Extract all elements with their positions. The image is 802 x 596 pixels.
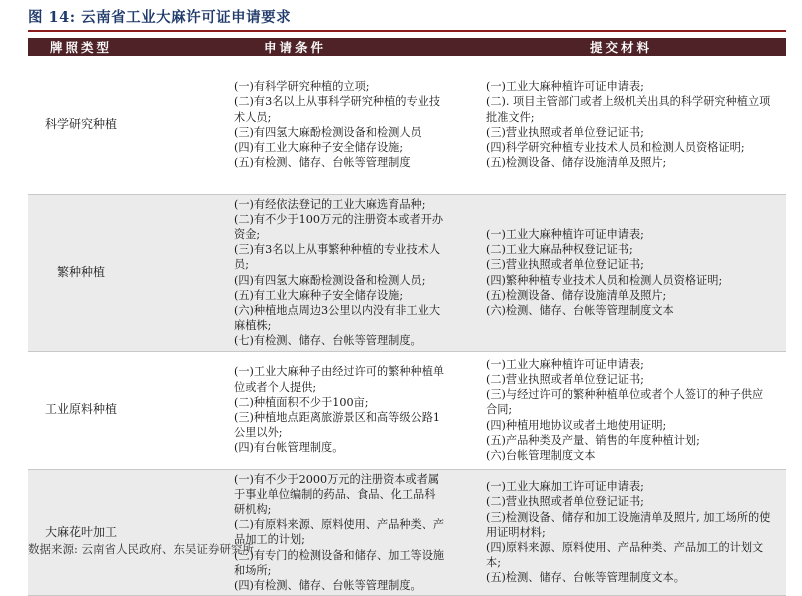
material-item: (四)繁种种植专业技术人员和检测人员资格证明; [486,273,723,287]
table-header-row [28,38,786,56]
table-row [28,56,786,194]
condition-item: (四)有工业大麻种子安全储存设施; [234,140,404,154]
header-license-type: 牌照类型 [28,38,134,56]
material-item: (二)工业大麻品种权登记证书; [486,243,633,257]
material-item: (一)工业大麻种植许可证申请表; [486,80,644,94]
material-item: (五)产品种类及产量、销售的年度种植计划; [486,433,700,447]
condition-item: (三)有四氢大麻酚检测设备和检测人员 [234,125,422,139]
conditions-cell [134,56,456,194]
material-item: (四)科学研究种植专业技术人员和检测人员资格证明; [486,140,745,154]
table-row [28,351,786,469]
material-item: (五)检测设备、储存设施清单及照片; [486,288,667,302]
material-item: (二). 项目主管部门或者上级机关出具的科学研究种植立项批准文件; [486,95,771,124]
title-divider [28,30,786,32]
material-item: (四)原料来源、原料使用、产品种类、产品加工的计划文本; [486,540,764,570]
material-item: (四)种植用地协议或者土地使用证明; [486,418,667,432]
license-type-cell: 工业原料种植 [28,351,134,469]
material-item: (六)检测、储存、台帐等管理制度文本 [486,303,674,317]
condition-item: (六)种植地点周边3公里以内没有非工业大麻植株; [234,303,441,333]
materials-cell [456,194,786,351]
condition-item: (一)工业大麻种子由经过许可的繁种种植单位或者个人提供; [234,365,445,394]
materials-cell [456,469,786,596]
material-item: (三)与经过许可的繁种种植单位或者个人签订的种子供应合同; [486,388,764,417]
license-type-cell: 繁种种植 [28,194,134,351]
material-item: (二)营业执照或者单位登记证书; [486,495,644,509]
license-requirements-table [28,38,786,596]
conditions-cell [134,194,456,351]
table-row [28,469,786,596]
table-row [28,194,786,351]
header-materials: 提交材料 [456,38,786,56]
material-item: (三)营业执照或者单位登记证书; [486,125,644,139]
condition-item: (三)种植地点距离旅游景区和高等级公路1公里以外; [234,411,441,440]
material-item: (一)工业大麻种植许可证申请表; [486,227,644,241]
materials-cell [456,351,786,469]
condition-item: (二)有原料来源、原料使用、产品种类、产品加工的计划; [234,518,445,547]
materials-cell [456,56,786,194]
condition-item: (二)有3名以上从事科学研究种植的专业技术人员; [234,95,441,124]
material-item: (二)营业执照或者单位登记证书; [486,373,644,387]
condition-item: (一)有经依法登记的工业大麻选育品种; [234,197,426,211]
conditions-cell [134,469,456,596]
condition-item: (五)有检测、储存、台帐等管理制度 [234,156,411,170]
header-conditions: 申请条件 [134,38,456,56]
license-type-cell: 大麻花叶加工 [28,469,134,596]
material-item: (三)检测设备、储存和加工设施清单及照片, 加工场所的使用证明材料; [486,510,771,539]
condition-item: (二)有不少于100万元的注册资本或者开办资金; [234,212,444,241]
condition-item: (四)有四氢大麻酚检测设备和检测人员; (五)有工业大麻种子安全储存设施; [234,273,426,302]
condition-item: (四)有检测、储存、台帐等管理制度。 [234,578,422,592]
condition-item: (四)有台帐管理制度。 [234,441,344,455]
figure-title: 图 14: 云南省工业大麻许可证申请要求 [28,9,292,26]
conditions-cell [134,351,456,469]
condition-item: (三)有专门的检测设备和储存、加工等设施和场所; [234,548,445,577]
condition-item: (二)种植面积不少于100亩; [234,395,369,409]
material-item: (六)台帐管理制度文本 [486,449,596,463]
license-type-cell: 科学研究种植 [28,56,134,194]
material-item: (三)营业执照或者单位登记证书; [486,258,644,272]
condition-item: (一)有不少于2000万元的注册资本或者属于事业单位编制的药品、食品、化工品科研机构; [234,472,440,516]
material-item: (五)检测设备、储存设施清单及照片; [486,156,667,170]
material-item: (一)工业大麻种植许可证申请表; [486,357,644,371]
condition-item: (三)有3名以上从事繁种种植的专业技术人员; [234,243,441,272]
condition-item: (七)有检测、储存、台帐等管理制度。 [234,334,422,348]
material-item: (一)工业大麻加工许可证申请表; [486,480,644,494]
source-note: 数据来源: 云南省人民政府、东吴证券研究所 [28,542,255,556]
material-item: (五)检测、储存、台帐等管理制度文本。 [486,571,685,585]
condition-item: (一)有科学研究种植的立项; [234,80,370,94]
